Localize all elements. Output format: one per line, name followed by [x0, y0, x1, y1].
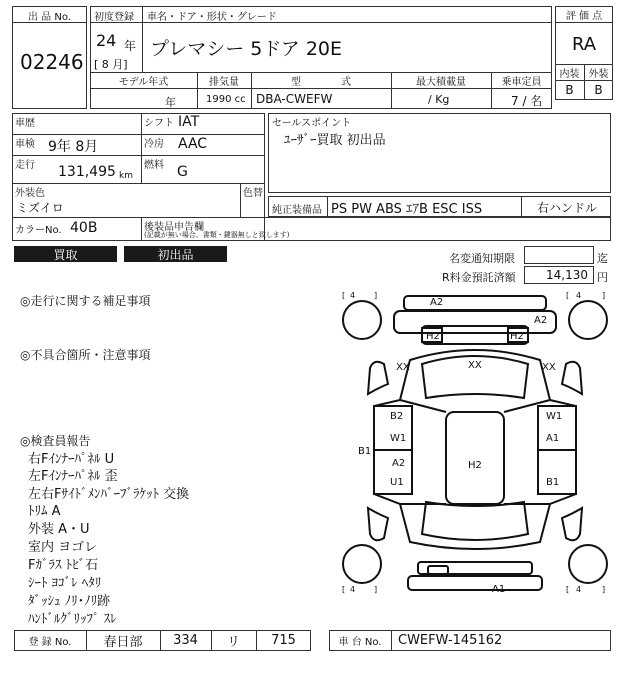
report-line: Fｶﾞﾗｽ ﾄﾋﾞ石: [28, 558, 99, 573]
sales-point-label: セールスポイント: [272, 118, 352, 129]
damage-mark: W1: [546, 411, 563, 422]
model-label: 車名・ドア・形状・グレード: [147, 12, 277, 23]
fuel-label: 燃料: [144, 160, 164, 171]
buy-badge: 買取: [14, 246, 117, 262]
svg-text:[: [: [342, 585, 346, 594]
fuel-value: G: [177, 164, 188, 180]
damage-mark: H2: [468, 460, 482, 471]
registration-year: 24: [96, 31, 117, 50]
damage-mark: B1: [358, 446, 372, 457]
grade-score: RA: [571, 33, 597, 55]
damage-mark: A2: [392, 458, 406, 469]
year-unit: 年: [124, 39, 137, 53]
model-type: DBA-CWEFW: [256, 92, 333, 106]
ac-label: 冷房: [144, 139, 164, 150]
registration-month: [ 8 月]: [94, 58, 128, 71]
color-label: 外装色: [15, 188, 45, 199]
report-line: ﾄﾘﾑ A: [28, 504, 61, 519]
shift-label: シフト: [144, 118, 174, 129]
name-change-unit: 迄: [597, 252, 608, 265]
registration-class: 334: [173, 633, 198, 648]
model-name: プレマシー 5ドア 20E: [150, 38, 343, 60]
name-change-label: 名変通知期限: [449, 252, 515, 265]
svg-text:]: ]: [374, 291, 378, 300]
color-change-label: 色替: [243, 188, 263, 199]
damage-mark: A2: [430, 297, 444, 308]
max-load: / Kg: [428, 93, 450, 106]
registration-kana: リ: [226, 635, 240, 650]
capacity-label: 乗車定員: [501, 76, 542, 88]
lot-number: 02246: [20, 50, 84, 74]
shift-value: IAT: [178, 114, 200, 130]
report-line: 左Fｲﾝﾅｰﾊﾟﾈﾙ 歪: [28, 469, 118, 484]
tire-label-rr-value: 4: [576, 585, 582, 594]
inspector-heading: ◎検査員報告: [20, 434, 91, 448]
report-line: 左右Fｻｲﾄﾞﾒﾝﾊﾞｰﾌﾞﾗｹｯﾄ 交換: [28, 487, 190, 502]
report-line: ﾀﾞｯｼｭ ﾉﾘ･ﾉﾘ跡: [28, 594, 111, 609]
equipment-label: 純正装備品: [272, 205, 322, 216]
svg-text:]: ]: [602, 291, 606, 300]
registration-number: 715: [271, 633, 296, 648]
recycle-value: 14,130: [546, 268, 588, 282]
displacement-label: 排気量: [209, 76, 239, 88]
color-value: ミズイロ: [16, 201, 64, 215]
report-line: 外装 A・U: [28, 522, 90, 537]
tire-label-fr-value: 4: [576, 291, 582, 300]
history-label: 車歴: [15, 118, 35, 129]
displacement: 1990 cc: [206, 94, 246, 105]
interior-grade: B: [565, 83, 574, 97]
registration-label: 登 録 No.: [28, 637, 72, 648]
report-line: ｼｰﾄ ﾖｺﾞﾚ ﾍﾀﾘ: [28, 576, 102, 591]
defects-heading: ◎不具合箇所・注意事項: [20, 348, 151, 362]
mileage-unit: km: [119, 171, 133, 181]
registration-place: 春日部: [103, 635, 143, 650]
interior-label: 内装: [559, 68, 580, 80]
report-line: ﾊﾝﾄﾞﾙｸﾞﾘｯﾌﾟ ｽﾚ: [28, 612, 117, 627]
svg-text:[: [: [566, 291, 570, 300]
aftermarket-label: 後装品申告欄: [144, 222, 204, 233]
mileage-value: 131,495: [58, 164, 116, 180]
inspection-value: 9年 8月: [48, 139, 99, 155]
color-no-value: 40B: [70, 220, 98, 236]
exterior-label: 外装: [588, 68, 609, 80]
model-year-label: モデル年式: [118, 76, 169, 88]
damage-mark: W1: [390, 433, 407, 444]
name-change-box: [524, 246, 594, 264]
handle-value: 右ハンドル: [537, 201, 598, 215]
damage-mark: XX: [542, 362, 556, 373]
ac-value: AAC: [178, 136, 208, 152]
type-label: 型 式: [291, 76, 351, 88]
model-year-unit: 年: [165, 96, 176, 109]
mileage-label: 走行: [15, 160, 35, 171]
lot-number-label: 出 品 No.: [28, 12, 71, 23]
damage-mark: A1: [546, 433, 560, 444]
damage-mark: H2: [426, 331, 440, 342]
damage-mark: H2: [510, 331, 524, 342]
exterior-grade: B: [594, 83, 603, 97]
capacity: 7 / 名: [511, 94, 543, 108]
sales-point-value: ﾕｰｻﾞｰ買取 初出品: [284, 133, 386, 148]
chassis-label: 車 台 No.: [338, 637, 382, 648]
recycle-label: R料金預託済額: [442, 271, 516, 284]
max-load-label: 最大積載量: [416, 76, 466, 88]
first-registration-label: 初度登録: [94, 12, 134, 23]
inspection-label: 車検: [15, 139, 35, 150]
report-line: 室内 ヨゴレ: [28, 540, 98, 555]
equipment-value: PS PW ABS ｴｱB ESC ISS: [331, 202, 483, 217]
svg-text:]: ]: [374, 585, 378, 594]
grade-label: 評 価 点: [565, 10, 603, 22]
svg-text:[: [: [566, 585, 570, 594]
chassis-number: CWEFW-145162: [398, 633, 503, 648]
first-listing-badge: 初出品: [124, 246, 227, 262]
damage-mark: B2: [390, 411, 404, 422]
tire-label-fl: [: [342, 291, 346, 300]
recycle-unit: 円: [597, 271, 608, 284]
car-damage-diagram: [338, 288, 612, 606]
tire-label-rl-value: 4: [350, 585, 356, 594]
tire-label-fl-value: 4: [350, 291, 356, 300]
driving-notes-heading: ◎走行に関する補足事項: [20, 294, 151, 308]
color-no-label: カラーNo.: [15, 225, 62, 236]
aftermarket-note: (記載が無い場合、書類・鍵器無しと致します): [144, 231, 290, 239]
svg-text:]: ]: [602, 585, 606, 594]
report-line: 右Fｲﾝﾅｰﾊﾟﾈﾙ U: [28, 452, 115, 467]
damage-mark: U1: [390, 477, 404, 488]
damage-mark: XX: [468, 360, 482, 371]
damage-mark: A1: [492, 584, 506, 595]
damage-mark: B1: [546, 477, 560, 488]
damage-mark: XX: [396, 362, 410, 373]
damage-mark: A2: [534, 315, 548, 326]
